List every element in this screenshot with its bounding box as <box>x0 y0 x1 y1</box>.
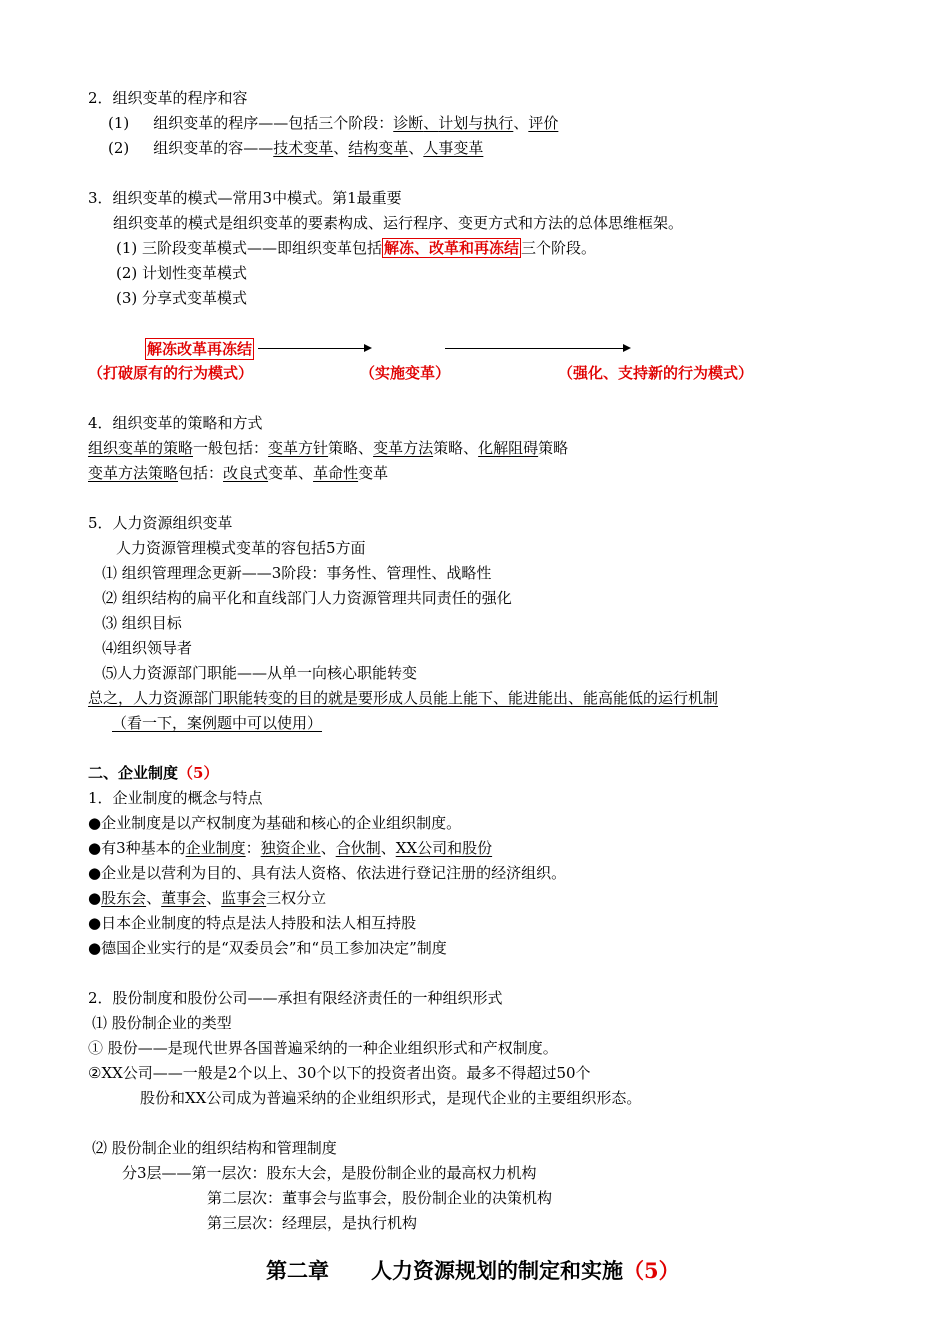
arrow-icon <box>445 348 629 349</box>
summary-line: 总之，人力资源部门职能转变的目的就是要形成人员能上能下、能进能出、能高能低的运行机制 <box>88 689 719 707</box>
hr-item-5: ⑸人力资源部门职能——从单一向核心职能转变 <box>102 664 418 682</box>
type-joint-stock: ① 股份——是现代世界各国普遍采纳的一种企业组织形式和产权制度。 <box>88 1039 558 1057</box>
section-4-heading: 4．组织变革的策略和方式 <box>88 414 263 432</box>
type-limited: ②XX公司——一般是2个以上、30个以下的投资者出资。最多不得超过50个 <box>88 1064 591 1082</box>
diagram-label-unfreeze: （打破原有的行为模式） <box>88 364 254 382</box>
enterprise-heading: 二、企业制度（5） <box>88 764 219 782</box>
enterprise-sub-2: 2．股份制度和股份公司——承担有限经济责任的一种组织形式 <box>88 989 503 1007</box>
arrow-icon <box>258 348 370 349</box>
type-heading: ⑴ 股份制企业的类型 <box>92 1014 232 1032</box>
bullet-6: ●德国企业实行的是“双委员会”和“员工参加决定”制度 <box>88 939 447 957</box>
enterprise-sub-1: 1．企业制度的概念与特点 <box>88 789 263 807</box>
item-number: (2) <box>108 139 130 157</box>
section-5-intro: 人力资源管理模式变革的容包括5方面 <box>116 539 366 557</box>
strategy-line: 组织变革的策略一般包括：变革方针策略、变革方法策略、化解阻碍策略 <box>88 439 569 457</box>
highlight-box: 解冻、改革和再冻结 <box>384 239 520 257</box>
hr-item-1: ⑴ 组织管理理念更新——3阶段：事务性、管理性、战略性 <box>102 564 492 582</box>
type-summary: 股份和XX公司成为普遍采纳的企业组织形式，是现代企业的主要组织形态。 <box>140 1089 642 1107</box>
bullet-4: ●股东会、董事会、监事会三权分立 <box>88 889 327 907</box>
bullet-3: ●企业是以营利为目的、具有法人资格、依法进行登记注册的经济组织。 <box>88 864 567 882</box>
section-2-item-2: (2) 组织变革的容——技术变革、结构变革、人事变革 <box>108 139 484 157</box>
model-2: (2) 计划性变革模式 <box>116 264 248 282</box>
bullet-1: ●企业制度是以产权制度为基础和核心的企业组织制度。 <box>88 814 462 832</box>
structure-heading: ⑵ 股份制企业的组织结构和管理制度 <box>92 1139 337 1157</box>
section-2-item-1: (1) 组织变革的程序——包括三个阶段：诊断、计划与执行、评价 <box>108 114 559 132</box>
section-5-heading: 5．人力资源组织变革 <box>88 514 233 532</box>
structure-level-1: 分3层——第一层次：股东大会，是股份制企业的最高权力机构 <box>122 1164 537 1182</box>
bullet-5: ●日本企业制度的特点是法人持股和法人相互持股 <box>88 914 417 932</box>
diagram-label-refreeze: （强化、支持新的行为模式） <box>558 364 754 382</box>
bullet-2: ●有3种基本的企业制度：独资企业、合伙制、XX公司和股份 <box>88 839 493 857</box>
diagram-label-change: （实施变革） <box>360 364 451 382</box>
hr-item-2: ⑵ 组织结构的扁平化和直线部门人力资源管理共同责任的强化 <box>102 589 512 607</box>
chapter-title: 第二章 人力资源规划的制定和实施（5） <box>266 1258 680 1283</box>
section-2-heading: 2．组织变革的程序和容 <box>88 89 248 107</box>
score-badge: （5） <box>623 1258 680 1283</box>
section-3-heading: 3．组织变革的模式—常用3中模式。第1最重要 <box>88 189 402 207</box>
item-number: (1) <box>108 114 130 132</box>
hr-item-4: ⑷组织领导者 <box>102 639 193 657</box>
diagram-stage-box: 解冻改革再冻结 <box>147 340 253 358</box>
method-line: 变革方法策略包括：改良式变革、革命性变革 <box>88 464 389 482</box>
model-1: (1) 三阶段变革模式——即组织变革包括 解冻、改革和再冻结 三个阶段。 <box>116 239 597 257</box>
section-3-description: 组织变革的模式是组织变革的要素构成、运行程序、变更方式和方法的总体思维框架。 <box>113 214 684 232</box>
structure-level-3: 第三层次：经理层，是执行机构 <box>207 1214 418 1232</box>
model-3: (3) 分享式变革模式 <box>116 289 248 307</box>
structure-level-2: 第二层次：董事会与监事会，股份制企业的决策机构 <box>207 1189 553 1207</box>
case-note: （看一下，案例题中可以使用） <box>112 714 323 732</box>
hr-item-3: ⑶ 组织目标 <box>102 614 182 632</box>
score-badge: （5） <box>178 764 219 782</box>
